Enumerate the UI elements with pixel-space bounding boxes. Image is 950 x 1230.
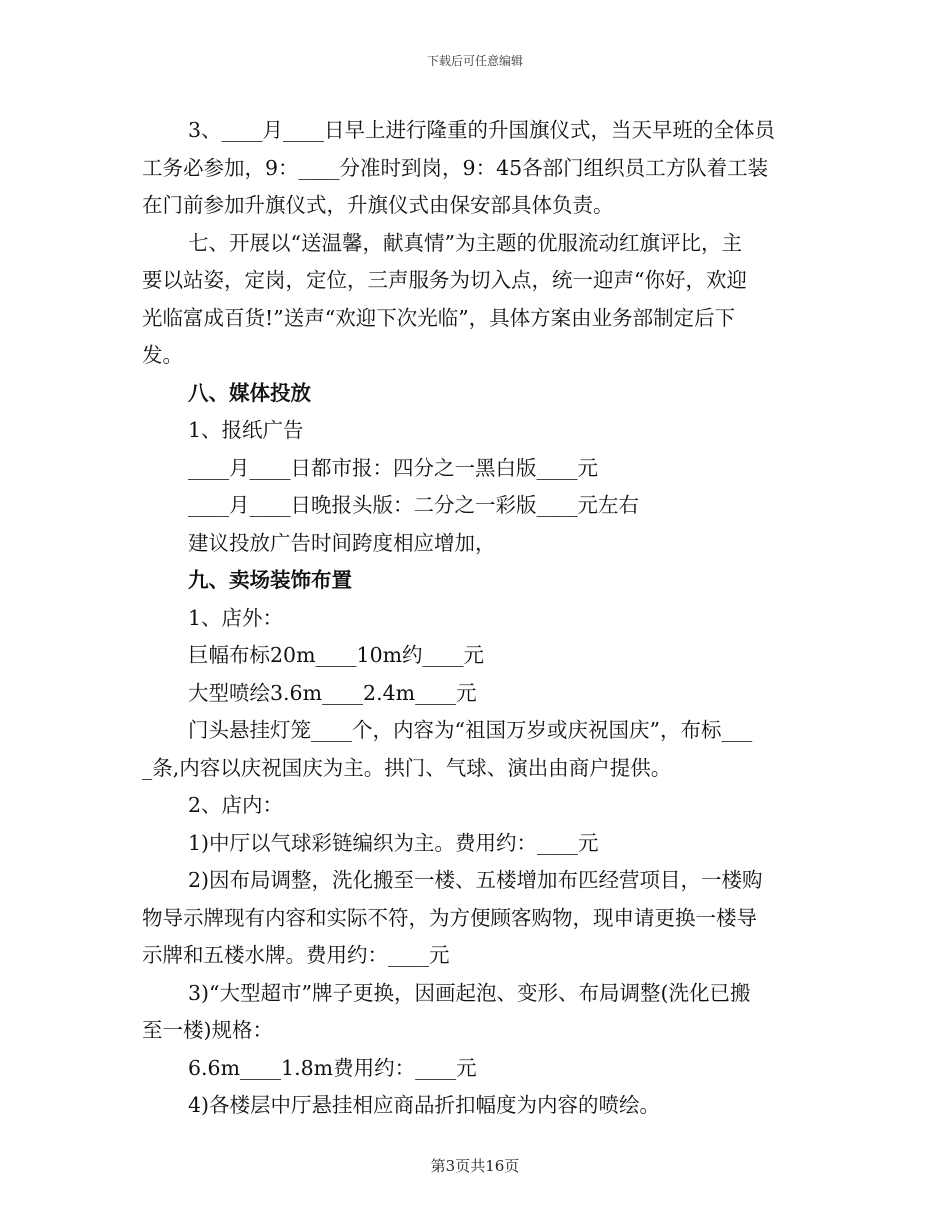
paragraph-line: 光临富成百货!”送声“欢迎下次光临”，具体方案由业务部制定后下 (142, 305, 736, 330)
paragraph-line: 巨幅布标20m____10m约____元 (188, 643, 485, 667)
page-number: 第3页共16页 (430, 1157, 520, 1175)
paragraph-line: 大型喷绘3.6m____2.4m____元 (188, 680, 477, 705)
paragraph-line: _条,内容以庆祝国庆为主。拱门、气球、演出由商户提供。 (142, 755, 672, 780)
paragraph-line: 1、店外： (188, 605, 284, 630)
document-body (142, 112, 812, 1125)
paragraph-line: 物导示牌现有内容和实际不符，为方便顾客购物，现申请更换一楼导 (142, 905, 757, 930)
paragraph-line: 至一楼)规格： (142, 1018, 273, 1042)
paragraph-line: 在门前参加升旗仪式，升旗仪式由保安部具体负责。 (142, 193, 614, 217)
paragraph-line: 要以站姿，定岗，定位，三声服务为切入点，统一迎声“你好，欢迎 (142, 268, 747, 292)
paragraph-line: ____月____日晚报头版：二分之一彩版____元左右 (188, 493, 639, 517)
paragraph-line: ____月____日都市报：四分之一黑白版____元 (188, 455, 598, 480)
paragraph-line: 发。 (142, 343, 183, 367)
paragraph-line: 1)中厅以气球彩链编织为主。费用约：____元 (188, 830, 599, 855)
paragraph-line: 工务必参加，9：____分准时到岗，9：45各部门组织员工方队着工装 (142, 155, 769, 180)
paragraph-line: 2)因布局调整，洗化搬至一楼、五楼增加布匹经营项目，一楼购 (188, 868, 763, 892)
paragraph-line: 4)各楼层中厅悬挂相应商品折扣幅度为内容的喷绘。 (188, 1093, 661, 1117)
paragraph-line: 3)“大型超市”牌子更换，因画起泡、变形、布局调整(洗化已搬 (188, 980, 751, 1005)
section-heading: 九、卖场装饰布置 (188, 568, 352, 592)
paragraph-line: 七、开展以“送温馨，献真情”为主题的优服流动红旗评比，主 (188, 230, 742, 255)
page-header: 下载后可任意编辑 (426, 54, 523, 68)
paragraph-line: 3、____月____日早上进行隆重的升国旗仪式，当天早班的全体员 (188, 118, 776, 142)
paragraph-line: 2、店内： (188, 793, 284, 817)
paragraph-line: 建议投放广告时间跨度相应增加， (188, 530, 496, 555)
paragraph-line: 示牌和五楼水牌。费用约：____元 (142, 943, 450, 967)
paragraph-line: 门头悬挂灯笼____个，内容为“祖国万岁或庆祝国庆”，布标___ (188, 718, 753, 742)
paragraph-line: 1、报纸广告 (188, 418, 304, 442)
section-heading: 八、媒体投放 (188, 380, 311, 405)
paragraph-line: 6.6m____1.8m费用约：____元 (188, 1055, 477, 1080)
